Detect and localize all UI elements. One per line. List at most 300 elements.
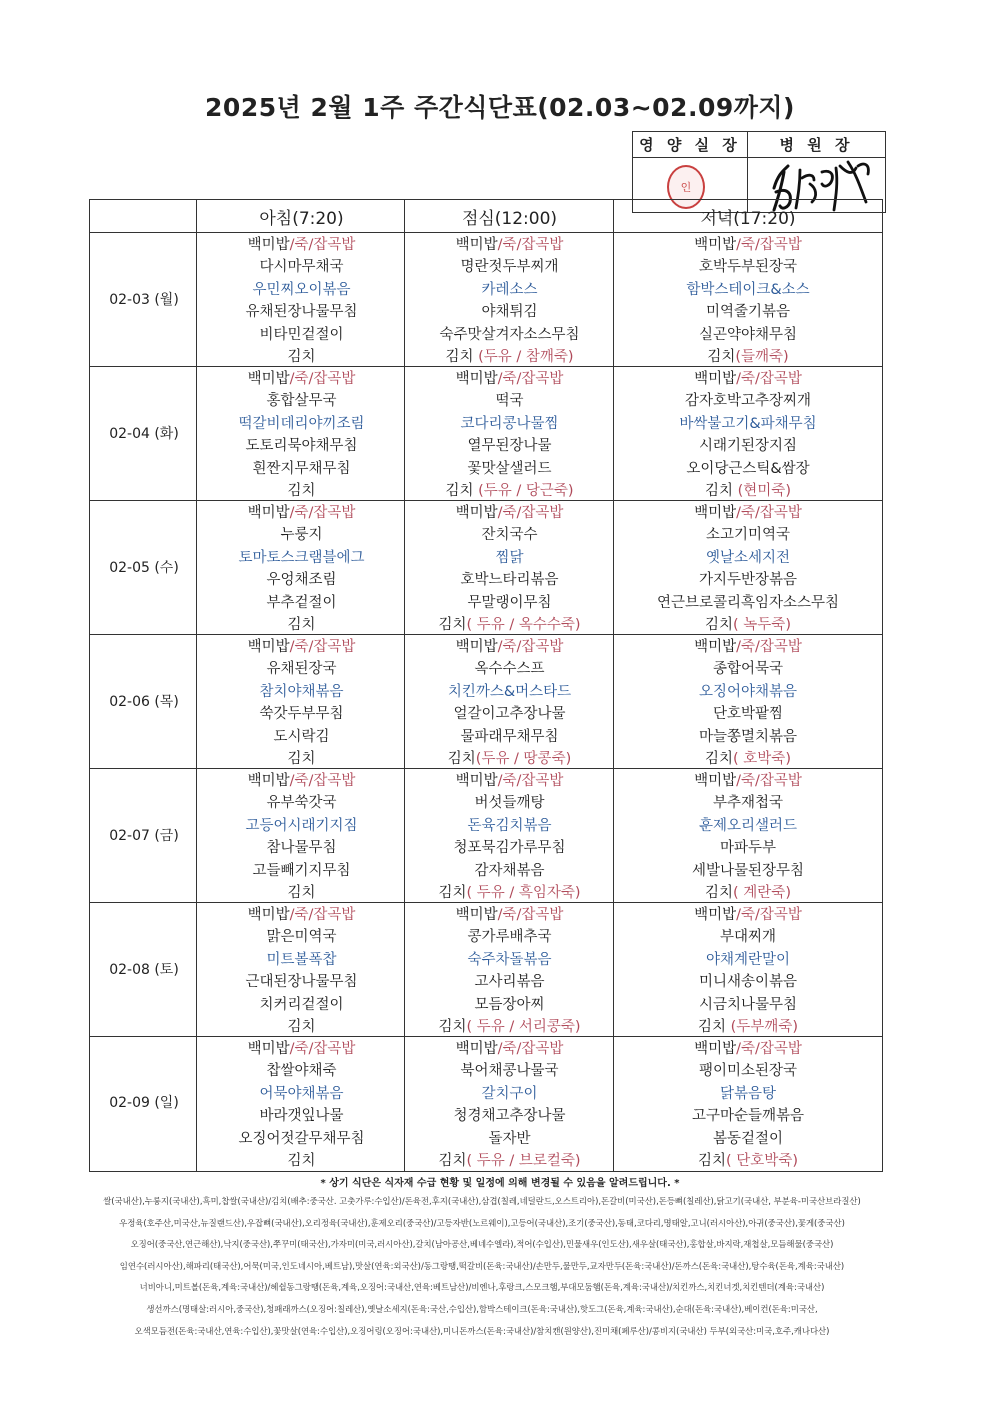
menu-item	[474, 860, 544, 882]
menu-item	[705, 614, 791, 636]
menu-item-text: 백미밥	[247, 639, 290, 655]
menu-item-text: 고사리볶음	[474, 974, 545, 991]
menu-item-text: 백미밥	[247, 1041, 290, 1057]
menu-item-text: 시래기된장지짐	[698, 438, 798, 455]
menu-item	[238, 413, 364, 435]
menu-item-text: 김치	[698, 1152, 727, 1169]
menu-item-text: (두부깨죽)	[730, 1018, 798, 1035]
menu-item	[699, 971, 797, 993]
menu-item	[448, 748, 571, 770]
menu-item	[692, 1105, 804, 1127]
menu-item-text: /죽/잡곡밥	[736, 773, 802, 789]
menu-item-text: 백미밥	[455, 505, 498, 521]
menu-item	[699, 569, 797, 591]
menu-item	[713, 658, 783, 680]
menu-item-text: 마파두부	[719, 840, 777, 857]
menu-item-text: 오징어야채볶음	[698, 683, 798, 700]
menu-item-text: 연근브로콜리흑임자소스무침	[656, 594, 840, 611]
menu-item	[266, 1060, 336, 1082]
menu-item	[713, 1128, 783, 1150]
nutrition-office-label: 영 양 실 장	[633, 132, 748, 158]
menu-item	[248, 1038, 356, 1060]
menu-item	[467, 592, 551, 614]
menu-item	[694, 770, 802, 792]
menu-item	[438, 1150, 580, 1172]
menu-item-text: 김치	[287, 750, 316, 767]
menu-item-text: /죽/잡곡밥	[497, 639, 564, 655]
menu-item-text: /죽/잡곡밥	[289, 639, 356, 655]
menu-item-text: 백미밥	[455, 907, 498, 923]
menu-item-text: 시금치나물무침	[698, 996, 798, 1013]
menu-item	[259, 256, 343, 278]
menu-item-text: (들깨죽)	[735, 348, 789, 365]
menu-item-text: /죽/잡곡밥	[289, 1041, 356, 1057]
menu-item-text: 백미밥	[694, 1041, 737, 1057]
menu-item	[266, 390, 336, 412]
menu-item	[266, 592, 336, 614]
menu-item	[705, 480, 791, 502]
menu-item-text: 치커리겉절이	[259, 996, 344, 1013]
menu-item	[252, 860, 350, 882]
menu-item	[453, 703, 565, 725]
menu-item-text: /죽/잡곡밥	[736, 639, 802, 655]
menu-item	[287, 748, 315, 770]
menu-item	[686, 458, 809, 480]
menu-item	[266, 792, 336, 814]
menu-item-text: 김치	[705, 750, 734, 767]
menu-item	[686, 279, 809, 301]
menu-item-text: 갈치구이	[481, 1085, 538, 1102]
menu-item	[699, 435, 797, 457]
menu-item-text: 숙주차돌볶음	[467, 951, 552, 968]
menu-item	[456, 636, 564, 658]
menu-item-text: 유부쑥갓국	[266, 795, 337, 812]
breakfast-menu	[198, 770, 405, 904]
menu-item	[248, 636, 356, 658]
menu-item-text: ( 두유 / 서리콩죽)	[466, 1018, 581, 1035]
dinner-menu	[614, 636, 882, 770]
menu-item-text: 떡갈비데리야끼조림	[238, 415, 365, 432]
menu-item-text: 오징어젓갈무채무침	[238, 1130, 365, 1147]
menu-item	[445, 480, 573, 502]
menu-item-text: 미니새송이볶음	[698, 974, 798, 991]
menu-item-text: /죽/잡곡밥	[497, 237, 564, 253]
menu-item-text: 쑥갓두부무침	[259, 706, 344, 723]
menu-item-text: 부대찌개	[719, 929, 777, 946]
menu-item-text: 꽃맛살샐러드	[467, 460, 552, 477]
menu-item-text: /죽/잡곡밥	[497, 371, 564, 387]
menu-item-text: 야채튀김	[481, 304, 538, 321]
menu-item-text: 김치	[287, 348, 316, 365]
menu-item-text: 백미밥	[455, 639, 498, 655]
menu-item	[705, 748, 791, 770]
menu-item	[706, 547, 790, 569]
dinner-menu	[614, 368, 882, 502]
menu-item-text: 백미밥	[694, 371, 737, 387]
menu-item-text: 돌자반	[488, 1130, 531, 1147]
menu-item-text: 버섯들깨탕	[474, 795, 545, 812]
menu-item-text: 고등어시래기지짐	[245, 817, 358, 834]
menu-item-text: 미트볼폭찹	[266, 951, 337, 968]
menu-item-text: 백미밥	[694, 505, 737, 521]
menu-item	[266, 926, 336, 948]
menu-item-text: 김치	[705, 482, 738, 499]
menu-change-notice: * 상기 식단은 식자재 수급 현황 및 일정에 의해 변경될 수 있음을 알려드립니다. *	[320, 1178, 680, 1189]
menu-item-text: 백미밥	[694, 773, 737, 789]
menu-item	[467, 926, 551, 948]
menu-item-text: 열무된장나물	[467, 438, 552, 455]
menu-item-text: 근대된장나물무침	[245, 974, 358, 991]
menu-item	[657, 592, 839, 614]
menu-item	[453, 1105, 565, 1127]
dinner-menu	[614, 1038, 882, 1172]
menu-item-text: 숙주맛살겨자소스무침	[439, 326, 580, 343]
header-lunch: 점심(12:00)	[461, 208, 558, 229]
menu-item-text: 콩가루배추국	[467, 929, 552, 946]
menu-item	[460, 1060, 558, 1082]
menu-item-text: /죽/잡곡밥	[736, 907, 802, 923]
menu-item-text: 치킨까스&머스타드	[447, 683, 572, 700]
menu-item	[699, 324, 797, 346]
menu-item-text: 마늘쫑멸치볶음	[698, 728, 798, 745]
menu-item-text: 종합어묵국	[712, 661, 784, 678]
menu-item	[460, 726, 558, 748]
menu-item	[694, 636, 802, 658]
menu-item	[698, 1150, 798, 1172]
menu-item-text: ( 두유 / 브로컬죽)	[466, 1152, 581, 1169]
menu-item	[248, 904, 356, 926]
menu-item-text: 봄동겉절이	[712, 1130, 784, 1147]
menu-item-text: 토마토스크램블에그	[238, 549, 365, 566]
menu-item-text: 단호박팥찜	[712, 706, 784, 723]
menu-item	[287, 480, 315, 502]
menu-item-text: 어묵야채볶음	[259, 1085, 344, 1102]
menu-item	[456, 1038, 564, 1060]
menu-item-text: /죽/잡곡밥	[497, 505, 564, 521]
menu-item-text: 백미밥	[247, 907, 290, 923]
menu-item	[245, 971, 357, 993]
menu-item-text: 가지두반장볶음	[698, 572, 798, 589]
menu-item-text: 백미밥	[247, 505, 290, 521]
menu-item	[252, 279, 350, 301]
menu-item	[460, 413, 558, 435]
menu-item-text: 부추겉절이	[266, 594, 337, 611]
menu-item-text: (현미죽)	[737, 482, 791, 499]
menu-item	[713, 792, 783, 814]
menu-item	[248, 770, 356, 792]
breakfast-menu	[198, 502, 405, 636]
menu-item	[699, 1060, 797, 1082]
menu-item-text: 백미밥	[247, 371, 290, 387]
menu-item	[467, 458, 551, 480]
menu-item	[266, 837, 336, 859]
menu-item-text: 누룽지	[280, 527, 323, 544]
header-dinner: 저녁(17:20)	[700, 208, 796, 229]
menu-item	[248, 502, 356, 524]
menu-item	[705, 882, 791, 904]
menu-item	[448, 681, 571, 703]
menu-item-text: 유채된장국	[266, 661, 337, 678]
menu-item	[266, 949, 336, 971]
menu-item-text: 감자호박고추장찌개	[684, 393, 812, 410]
menu-item	[481, 524, 537, 546]
menu-item	[259, 703, 343, 725]
menu-item-text: 옥수수스프	[474, 661, 545, 678]
dinner-menu	[614, 904, 882, 1038]
table-row	[90, 366, 882, 501]
menu-item-text: 백미밥	[455, 773, 498, 789]
day-date: 02-05 (수)	[109, 560, 179, 576]
table-row	[90, 768, 882, 903]
menu-item-text: 얼갈이고추장나물	[453, 706, 566, 723]
menu-item	[495, 390, 523, 412]
menu-item-text: ( 계란죽)	[733, 884, 791, 901]
menu-item-text: 바싹불고기&파채무침	[679, 415, 817, 432]
menu-item	[467, 435, 551, 457]
origin-line: 우정육(호주산,미국산,뉴질랜드산),우잡뼈(국내산),오리정육(국내산),훈제오리(중국산)/고등자반(노르웨이),고등어(국내산),조기(중국산),동태,코다리,명태알,고니(러시아산),아귀(중국산),꽃게(중국산)	[119, 1217, 845, 1228]
menu-item-text: 김치	[287, 884, 316, 901]
menu-item-text: 세발나물된장무침	[691, 862, 805, 879]
menu-item	[259, 324, 343, 346]
menu-item-text: 백미밥	[247, 237, 290, 253]
menu-item-text: 김치	[287, 616, 316, 633]
menu-item	[248, 234, 356, 256]
menu-item	[679, 413, 816, 435]
menu-item	[694, 234, 802, 256]
menu-item	[467, 949, 551, 971]
menu-item-text: /죽/잡곡밥	[497, 907, 564, 923]
menu-item	[245, 301, 357, 323]
menu-item-text: 참나물무침	[266, 840, 337, 857]
menu-item	[287, 1150, 315, 1172]
menu-item-text: /죽/잡곡밥	[289, 505, 356, 521]
table-row	[90, 1036, 882, 1168]
menu-item-text: 우엉채조림	[266, 572, 337, 589]
menu-item	[720, 926, 776, 948]
menu-item-text: 잔치국수	[481, 527, 538, 544]
menu-item	[259, 1105, 343, 1127]
menu-item-text: 고구마순들깨볶음	[691, 1108, 805, 1125]
menu-item	[685, 390, 811, 412]
day-date: 02-08 (토)	[109, 962, 179, 978]
menu-item	[252, 458, 350, 480]
menu-item-text: 옛날소세지전	[705, 549, 791, 566]
menu-item-text: 김치	[438, 1018, 467, 1035]
menu-item-text: 모듬장아찌	[474, 996, 545, 1013]
menu-item-text: 코다리콩나물찜	[460, 415, 559, 432]
menu-item	[445, 346, 573, 368]
menu-item	[481, 1083, 537, 1105]
menu-item	[474, 994, 544, 1016]
weekly-menu-table	[89, 199, 883, 1172]
menu-item-text: /죽/잡곡밥	[736, 371, 802, 387]
menu-item-text: /죽/잡곡밥	[736, 505, 802, 521]
menu-item-text: 김치	[287, 1018, 316, 1035]
menu-item-text: 실곤약야채무침	[698, 326, 798, 343]
menu-item-text: 우민찌오이볶음	[252, 281, 351, 298]
menu-item	[456, 502, 564, 524]
menu-item-text: (두유 / 참깨죽)	[478, 348, 574, 365]
seal-stamp-icon: 인	[667, 165, 705, 209]
menu-item	[706, 301, 790, 323]
menu-item-text: 김치	[447, 750, 476, 767]
menu-item	[699, 994, 797, 1016]
day-date: 02-07 (금)	[109, 828, 179, 844]
director-label: 병 원 장	[748, 132, 885, 158]
menu-item-text: 유채된장나물무침	[245, 304, 358, 321]
menu-item	[699, 681, 797, 703]
lunch-menu	[405, 368, 614, 502]
origin-line: 오색모듬전(돈육:국내산,연육:수입산),꽃맛살(연육:수입산),오징어링(오징어:국내산),미니돈까스(돈육:국내산)/참치캔(원양산),진미채(페루산)/콩비지(국내산) 두부(외국산:미국,호주,캐나다산)	[134, 1325, 830, 1336]
menu-item-text: 비타민겉절이	[259, 326, 344, 343]
menu-item	[287, 346, 315, 368]
origin-line: 쌀(국내산),누룽지(국내산),흑미,찹쌀(국내산)/김치(배추:중국산. 고춧가루:수입산)/돈육전,후지(국내산),삼겹(칠레,네덜란드,오스트리아),돈갈비(미국산),돈등뼈(칠레산),닭고기(국내산, 부분육-미국산브라질산)	[103, 1196, 861, 1206]
menu-item	[438, 882, 580, 904]
menu-item	[694, 1038, 802, 1060]
menu-item-text: 백미밥	[694, 907, 737, 923]
menu-item	[474, 792, 544, 814]
menu-item-text: 북어채콩나물국	[460, 1063, 559, 1080]
dinner-menu	[614, 234, 882, 368]
menu-item	[713, 703, 783, 725]
menu-item	[266, 658, 336, 680]
menu-item	[694, 904, 802, 926]
menu-item	[456, 368, 564, 390]
menu-item-text: ( 호박죽)	[733, 750, 791, 767]
day-date: 02-09 (일)	[109, 1095, 179, 1111]
menu-item	[698, 1016, 798, 1038]
menu-item-text: (두유 / 땅콩죽)	[475, 750, 572, 767]
origin-info	[82, 1191, 882, 1342]
menu-item-text: ( 녹두죽)	[733, 616, 791, 633]
menu-item-text: 김치	[438, 1152, 467, 1169]
menu-item	[467, 815, 551, 837]
menu-item	[699, 815, 797, 837]
menu-item-text: 백미밥	[247, 773, 290, 789]
menu-item	[287, 614, 315, 636]
menu-item-text: 바라갯잎나물	[259, 1108, 344, 1125]
menu-item-text: 흰짠지무채무침	[252, 460, 351, 477]
menu-item-text: 백미밥	[694, 237, 737, 253]
menu-item	[720, 837, 776, 859]
menu-item-text: 돈육김치볶음	[467, 817, 552, 834]
origin-line: 너비아니,미트볼(돈육,계육:국내산)/헤쉴동그랑땡(돈육,계육,오징어:국내산,연육:베트남산)/비엔나,후랑크,스모크햄,부대모둠햄(돈육,계육:국내산)/치킨까스,치킨너겟,치킨텐더(계육:국내산)	[139, 1282, 825, 1293]
origin-line: 임연수(러시아산),해파리(태국산),어묵(미국,인도네시아,베트남),맛살(연육:외국산)/동그랑땡,떡갈비(돈육:국내산)/손만두,물만두,교자만두(돈육:국내산)/돈까스(돈육:국내산),탕수육(돈육,계육:국내산)	[119, 1260, 845, 1271]
menu-item	[460, 256, 558, 278]
menu-item-text: (두유 / 당근죽)	[478, 482, 574, 499]
menu-item	[456, 234, 564, 256]
menu-item-text: /죽/잡곡밥	[289, 371, 356, 387]
menu-item-text: 찹쌀야채죽	[266, 1063, 337, 1080]
menu-item-text: 참치야채볶음	[259, 683, 344, 700]
menu-item	[456, 904, 564, 926]
menu-item	[481, 301, 537, 323]
menu-item-text: 김치	[438, 616, 467, 633]
menu-item	[245, 815, 357, 837]
menu-item	[238, 547, 364, 569]
menu-item-text: 김치	[445, 482, 479, 499]
menu-item-text: 팽이미소된장국	[698, 1063, 798, 1080]
menu-item-text: 김치	[698, 1018, 731, 1035]
table-row	[90, 634, 882, 769]
menu-item-text: 김치	[438, 884, 467, 901]
menu-item-text: 백미밥	[455, 1041, 498, 1057]
menu-item	[273, 726, 329, 748]
menu-item-text: 청경채고추장나물	[453, 1108, 566, 1125]
menu-item-text: 찜닭	[495, 549, 524, 566]
menu-item	[694, 368, 802, 390]
menu-item	[694, 502, 802, 524]
breakfast-menu	[198, 1038, 405, 1172]
menu-item-text: 호박두부된장국	[698, 259, 798, 276]
menu-item-text: 부추재첩국	[712, 795, 784, 812]
menu-item-text: 도시락김	[273, 728, 330, 745]
menu-item	[287, 1016, 315, 1038]
menu-item-text: 오이당근스틱&쌈장	[686, 460, 810, 477]
menu-item	[259, 994, 343, 1016]
menu-item-text: 카레소스	[481, 281, 538, 298]
menu-item-text: 함박스테이크&소스	[686, 281, 810, 298]
breakfast-menu	[198, 234, 405, 368]
menu-item-text: 백미밥	[455, 237, 498, 253]
menu-item-text: 훈제오리샐러드	[698, 817, 798, 834]
menu-item	[474, 658, 544, 680]
dinner-menu	[614, 770, 882, 904]
menu-item-text: 백미밥	[694, 639, 737, 655]
menu-item	[238, 1128, 364, 1150]
menu-item	[248, 368, 356, 390]
lunch-menu	[405, 234, 614, 368]
menu-item-text: /죽/잡곡밥	[736, 237, 802, 253]
breakfast-menu	[198, 368, 405, 502]
menu-item	[266, 569, 336, 591]
menu-item	[495, 547, 523, 569]
menu-item-text: /죽/잡곡밥	[289, 237, 356, 253]
lunch-menu	[405, 1038, 614, 1172]
menu-item	[706, 524, 790, 546]
lunch-menu	[405, 770, 614, 904]
breakfast-menu	[198, 636, 405, 770]
menu-item-text: ( 두유 / 흑임자죽)	[466, 884, 581, 901]
menu-item	[259, 1083, 343, 1105]
menu-item-text: 소고기미역국	[705, 527, 791, 544]
menu-item-text: /죽/잡곡밥	[289, 907, 356, 923]
menu-item-text: 청포묵김가루무침	[453, 840, 566, 857]
menu-item-text: 김치	[707, 348, 736, 365]
menu-item-text: ( 두유 / 옥수수죽)	[466, 616, 581, 633]
menu-item	[460, 569, 558, 591]
menu-item	[438, 1016, 580, 1038]
day-date: 02-06 (목)	[109, 694, 179, 710]
menu-item	[699, 726, 797, 748]
menu-item-text: 호박느타리볶음	[460, 572, 559, 589]
origin-line: 생선까스(명태살:러시아,중국산),청패래까스(오징어:칠레산),옛날소세지(돈육:국산,수입산),함박스테이크(돈육:국내산),핫도그(돈육,계육:국내산),순대(돈육:국내산),베이컨(돈육:미국산,	[146, 1303, 818, 1314]
day-date: 02-04 (화)	[109, 426, 179, 442]
menu-item	[488, 1128, 530, 1150]
table-header	[90, 200, 882, 233]
menu-item-text: 김치	[705, 616, 734, 633]
day-date: 02-03 (월)	[109, 292, 179, 308]
menu-item-text: 도토리묵야채무침	[245, 438, 358, 455]
menu-item-text: 닭볶음탕	[719, 1085, 777, 1102]
lunch-menu	[405, 636, 614, 770]
menu-item-text: /죽/잡곡밥	[497, 1041, 564, 1057]
header-breakfast: 아침(7:20)	[259, 208, 344, 229]
menu-item	[438, 614, 580, 636]
menu-item	[706, 949, 790, 971]
menu-item	[456, 770, 564, 792]
page-title: 2025년 2월 1주 주간식단표(02.03~02.09까지)	[205, 93, 795, 122]
